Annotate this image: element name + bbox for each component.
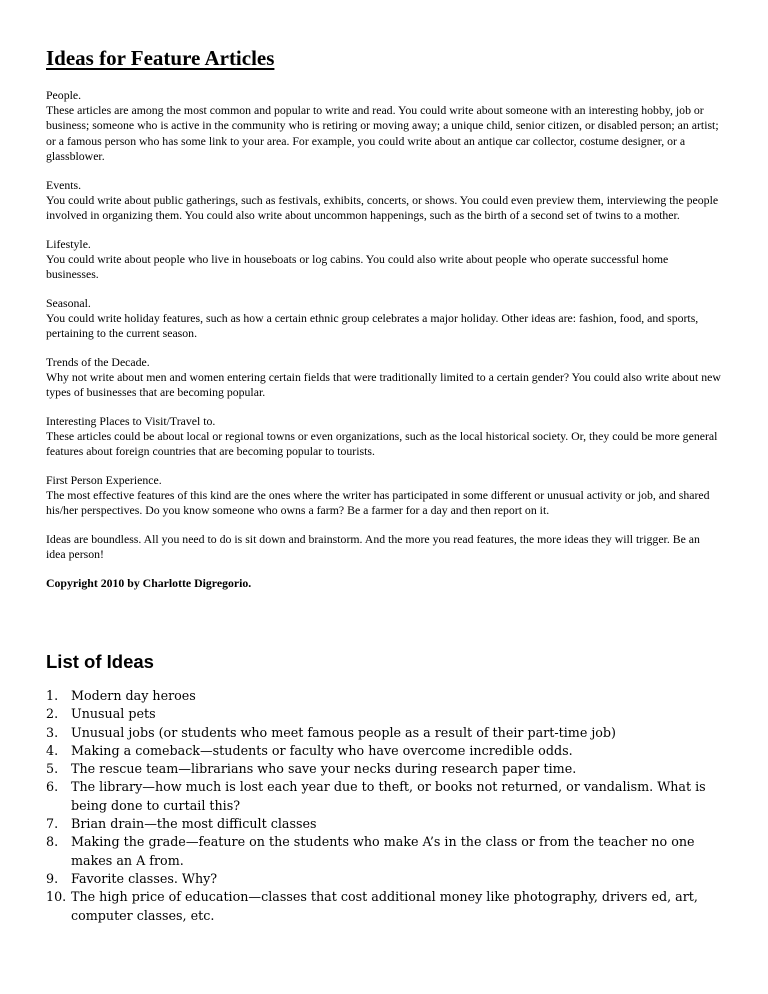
section-body: These articles are among the most common and popular to write and read. You could write about someone with an interesting hobby, job or business; someone who is active in the community who is retiring or moving away; a unique child, senior citizen, or disabled person; an artist; or a famous person who has some link to your area. For example, you could write about an antique car collector, costume designer, or a glassblower.: [46, 103, 719, 163]
list-item-number: 4.: [46, 742, 59, 758]
list-item: [46, 833, 736, 870]
copyright-notice: Copyright 2010 by Charlotte Digregorio.: [46, 576, 252, 591]
list-item-number: 2.: [46, 706, 59, 722]
section-body: You could write holiday features, such as how a certain ethnic group celebrates a major holiday. Other ideas are: fashion, food, and sports, pertaining to the current season.: [46, 310, 699, 341]
list-item-text: Brian drain—the most difficult classes: [71, 816, 317, 832]
section-first-person: [46, 473, 722, 519]
section-heading: Interesting Places to Visit/Travel to.: [46, 413, 216, 428]
section-body: Why not write about men and women entering certain fields that were traditionally limited to a certain gender? You could also write about new types of businesses that are becoming popular.: [46, 370, 721, 400]
list-item-number: 3.: [46, 724, 59, 740]
page-title: Ideas for Feature Articles: [46, 46, 275, 70]
list-item-text: The rescue team—librarians who save your necks during research paper time.: [71, 761, 577, 777]
list-item: [46, 742, 736, 760]
idea-list: [46, 687, 736, 925]
list-item-text: Unusual jobs (or students who meet famous people as a result of their part-time job): [71, 724, 616, 740]
list-item: [46, 724, 736, 742]
list-item-text: Modern day heroes: [71, 688, 196, 703]
list-item: [46, 760, 736, 778]
section-seasonal: [46, 296, 722, 342]
list-item-number: 1.: [46, 688, 59, 703]
list-item: [46, 888, 736, 925]
section-lifestyle: [46, 237, 722, 283]
list-item-number: 8.: [46, 834, 59, 850]
section-people: [46, 88, 722, 164]
list-item-number: 6.: [46, 779, 59, 795]
section-heading: People.: [46, 88, 82, 102]
list-item: [46, 687, 736, 705]
list-item: [46, 815, 736, 833]
section-places: [46, 414, 722, 460]
list-item-text: The library—how much is lost each year due to theft, or books not returned, or vandalism. What is being done to curtail this?: [71, 779, 706, 813]
section-heading: First Person Experience.: [46, 473, 162, 488]
section-body: The most effective features of this kind are the ones where the writer has participated in some different or unusual activity or job, and shared his/her perspectives. Do you know someone who owns a farm? Be a farmer for a day and then report on it.: [46, 488, 710, 518]
section-heading: Trends of the Decade.: [46, 354, 150, 369]
closing-paragraph: Ideas are boundless. All you need to do is sit down and brainstorm. And the more you read features, the more ideas they will trigger. Be an idea person!: [46, 532, 700, 562]
list-item-number: 10.: [46, 889, 67, 905]
list-item-text: Unusual pets: [71, 706, 156, 722]
section-heading: Seasonal.: [46, 295, 91, 310]
section-heading: Events.: [46, 177, 82, 192]
list-item: [46, 778, 736, 815]
section-trends: [46, 355, 722, 401]
section-heading: Lifestyle.: [46, 236, 91, 251]
list-item-number: 9.: [46, 870, 59, 886]
list-item-number: 7.: [46, 816, 59, 832]
section-body: You could write about public gatherings, such as festivals, exhibits, concerts, or shows. You could even preview them, interviewing the people involved in organizing them. You could also write about uncommon happenings, such as the birth of a second set of twins to a mother.: [46, 192, 719, 222]
list-item-number: 5.: [46, 761, 59, 777]
list-item: [46, 870, 736, 888]
section-body: These articles could be about local or regional towns or even organizations, such as the local historical society. Or, they could be more general features about foreign countries that are becoming popular to tourists.: [46, 429, 718, 459]
list-item-text: Favorite classes. Why?: [71, 870, 218, 886]
list-item-text: Making a comeback—students or faculty who have overcome incredible odds.: [71, 742, 573, 758]
section-body: You could write about people who live in houseboats or log cabins. You could also write about people who operate successful home businesses.: [46, 251, 669, 282]
list-title: List of Ideas: [46, 651, 154, 672]
list-item: [46, 705, 736, 723]
section-events: [46, 178, 722, 224]
list-item-text: The high price of education—classes that cost additional money like photography, drivers ed, art, computer classes, etc.: [71, 889, 698, 923]
feature-sections: [46, 88, 722, 591]
list-item-text: Making the grade—feature on the students who make A’s in the class or from the teacher no one makes an A from.: [71, 834, 695, 868]
